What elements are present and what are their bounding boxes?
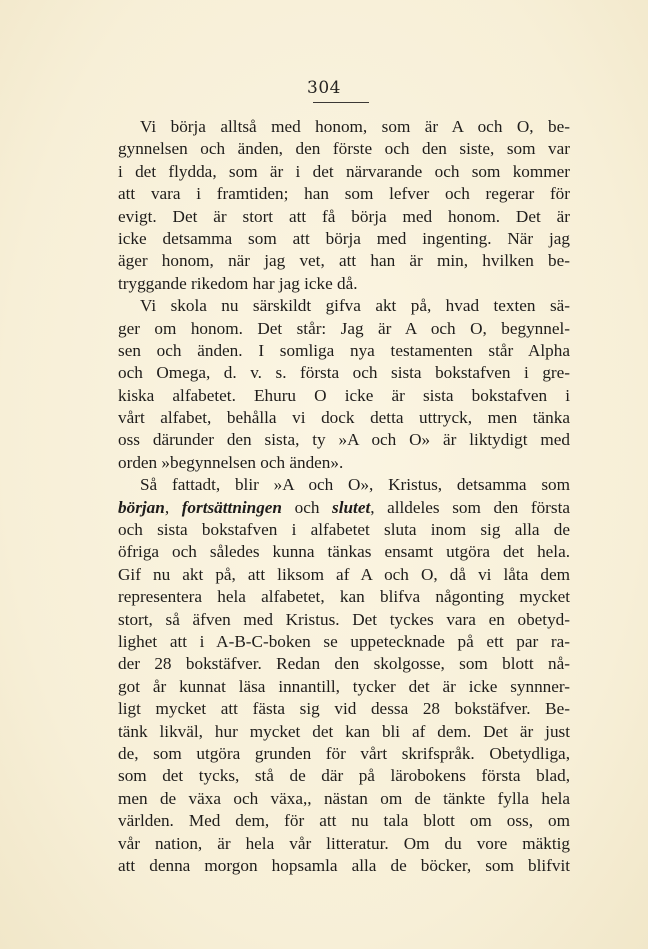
text-line: stort, så äfven med Kristus. Det tyckes vara en obetyd- <box>118 609 570 629</box>
text-run: och <box>282 497 333 517</box>
text-line: oss därunder den sista, ty »A och O» är liktydigt med <box>118 430 570 450</box>
text-line: Gif nu akt på, att liksom af A och O, då vi låta dem <box>118 564 570 584</box>
text-line <box>118 497 570 519</box>
text-line: att vara i framtiden; han som lefver och regerar för <box>118 184 570 204</box>
text-line: och Omega, d. v. s. första och sista bokstafven i gre- <box>118 363 570 383</box>
text-line: i det flydda, som är i det närvarande och som kommer <box>118 161 570 181</box>
page-number: 304 <box>307 78 341 98</box>
text-line: orden »begynnelsen och änden». <box>118 452 344 472</box>
text-line: Så fattadt, blir »A och O», Kristus, detsamma som <box>140 475 570 495</box>
emphasized-word: fortsättningen <box>181 497 282 517</box>
text-line: att denna morgon hopsamla alla de böcker, som blifvit <box>118 855 570 875</box>
text-line: men de växa och växa,, nästan om de tänkte fylla hela <box>118 788 570 808</box>
text-line: vår nation, är hela vår litteratur. Om du vore mäktig <box>118 833 570 853</box>
text-line: vårt alfabet, behålla vi dock detta uttryck, men tänka <box>118 408 570 428</box>
text-line: Vi börja alltså med honom, som är A och O, be- <box>140 117 570 136</box>
text-line: representera hela alfabetet, kan blifva någonting mycket <box>118 587 570 607</box>
text-line: äger honom, när jag vet, att han är min, hvilken be- <box>118 251 570 271</box>
text-line: lighet att i A-B-C-boken se uppetecknade på ett par ra- <box>118 631 570 651</box>
text-line: de, som utgöra grunden för vårt skrifspråk. Obetydliga, <box>118 743 570 763</box>
text-line: ger om honom. Det står: Jag är A och O, begynnel- <box>118 318 570 338</box>
text-line: icke detsamma som att börja med ingenting. När jag <box>118 228 570 248</box>
body-text <box>118 116 570 877</box>
emphasized-word: slutet <box>332 497 371 517</box>
page-number-rule <box>313 102 369 103</box>
text-line: evigt. Det är stort att få börja med honom. Det är <box>118 206 570 226</box>
text-run: , alldeles som den första <box>370 497 570 517</box>
text-line: der 28 bokstäfver. Redan den skolgosse, som blott nå- <box>118 654 570 674</box>
text-line: kiska alfabetet. Ehuru O icke är sista bokstafven i <box>118 385 570 405</box>
text-line: och sista bokstafven i alfabetet sluta inom sig alla de <box>118 520 570 540</box>
text-line: tryggande rikedom har jag icke då. <box>118 273 358 293</box>
emphasized-word: början <box>118 497 165 517</box>
text-line: got år kunnat läsa innantill, tycker det är icke synnner- <box>118 676 570 696</box>
text-line: sen och änden. I somliga nya testamenten står Alpha <box>118 340 570 360</box>
text-line: Vi skola nu särskildt gifva akt på, hvad texten sä- <box>140 296 570 316</box>
text-line: som det tycks, stå de där på lärobokens första blad, <box>118 766 570 786</box>
text-line: tänk likväl, hur mycket det kan bli af dem. Det är just <box>118 721 570 741</box>
text-line: gynnelsen och änden, den förste och den siste, som var <box>118 139 570 159</box>
text-run: , <box>164 497 182 517</box>
text-line: ligt mycket att fästa sig vid dessa 28 bokstäfver. Be- <box>118 699 570 719</box>
text-line: öfriga och således kunna tänkas ensamt utgöra det hela. <box>118 542 570 562</box>
text-line: världen. Med dem, för att nu tala blott om oss, om <box>118 811 570 831</box>
